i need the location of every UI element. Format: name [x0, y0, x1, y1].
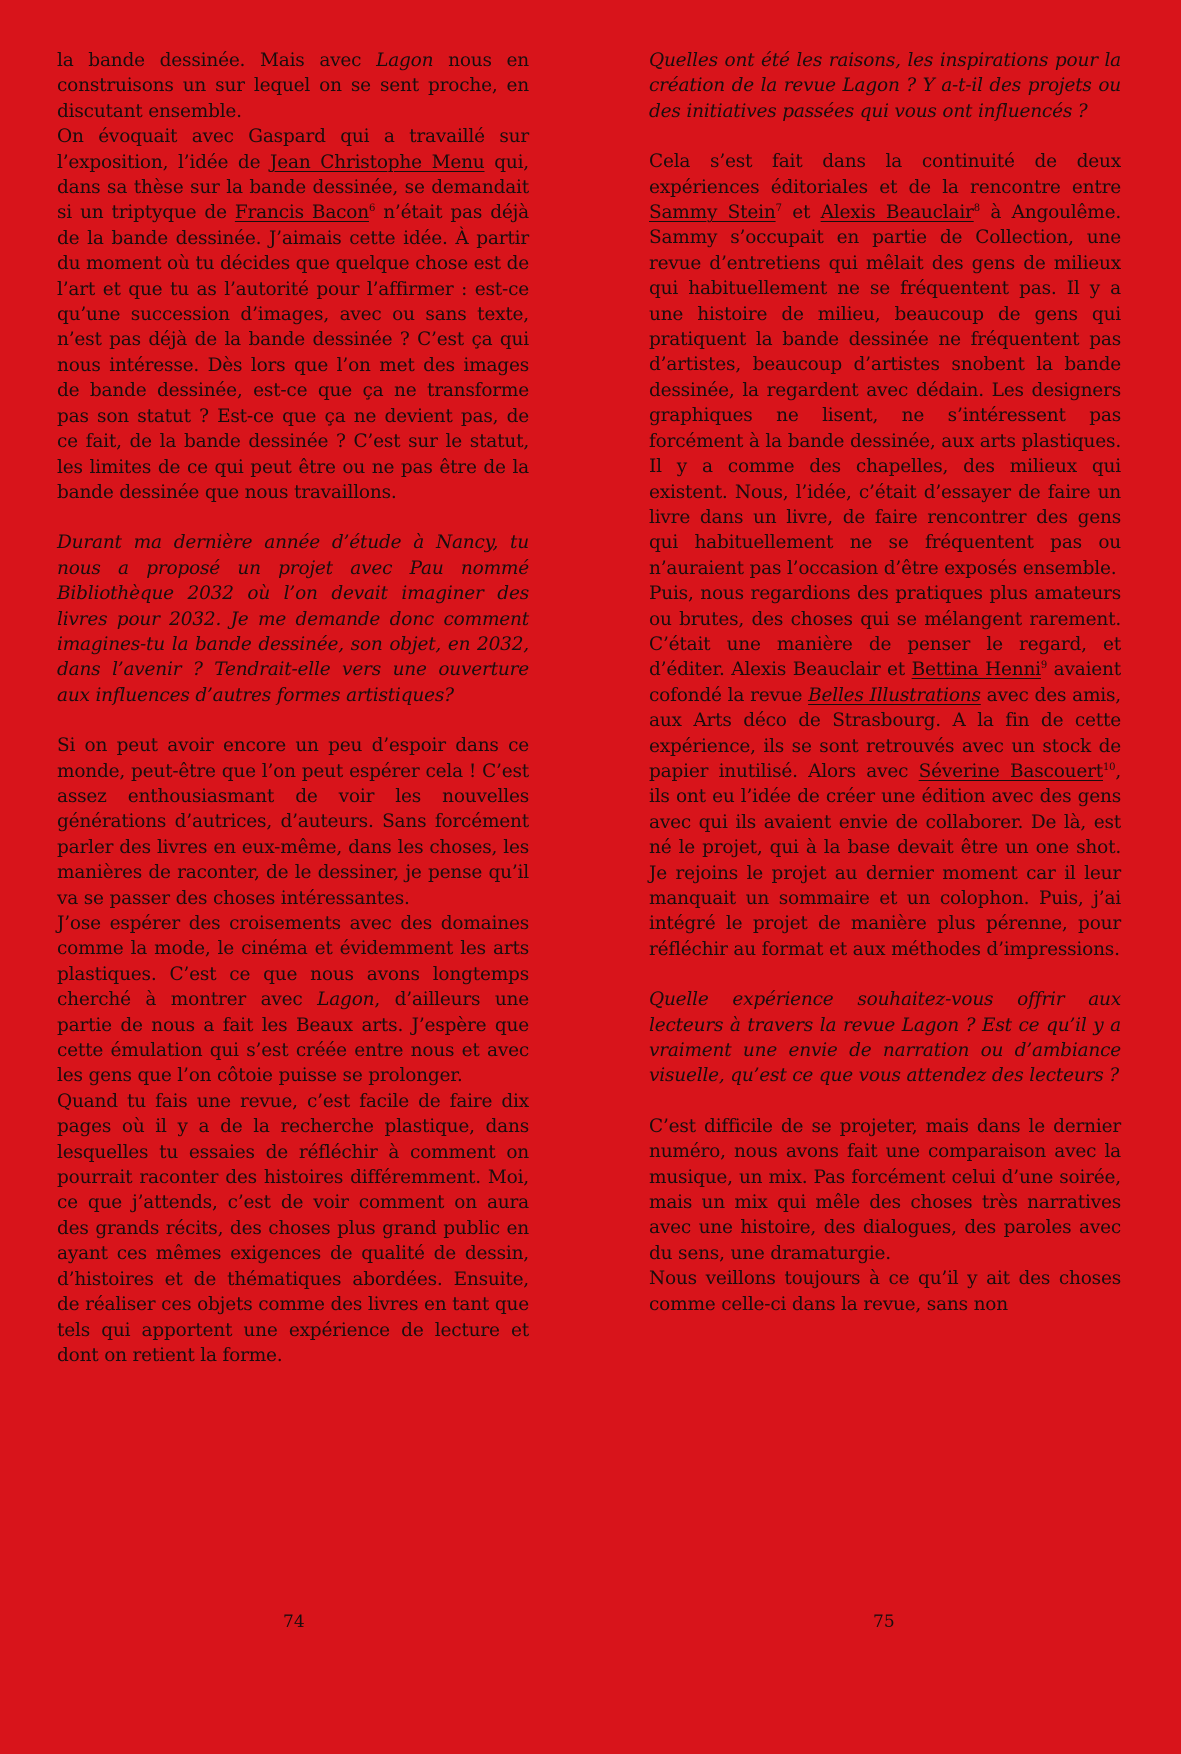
text-run: On évoquait avec Gaspard qui a travaillé sur l’exposition, l’idée de: [57, 126, 529, 173]
text-run: et: [781, 202, 821, 224]
magazine-title: Lagon: [317, 989, 375, 1011]
text-run: qui, dans sa thèse sur la bande dessinée, se demandait si un triptyque de: [57, 151, 529, 224]
paragraph: [57, 911, 529, 1089]
paragraph: [649, 581, 1121, 962]
magazine-title: Lagon: [376, 50, 434, 71]
right-page: [649, 48, 1121, 1317]
left-page: [57, 48, 529, 1368]
text-run: J’ose espérer des croisements avec des domaines comme la mode, le cinéma et évidemment les arts plastiques. C’est ce que nous avons longtemps cherché à montrer avec: [57, 913, 529, 1011]
footnote-marker: 10: [1102, 761, 1116, 773]
name-reference: Alexis Beauclair: [820, 202, 974, 224]
paragraph: C’est difficile de se projeter, mais dans le dernier numéro, nous avons fait une comparaison avec la musique, un mix. Pas forcément celui d’une soirée, mais un mix qui mêle des choses très narratives avec une histoire, des dialogues, des paroles avec du sens, une dramaturgie.: [649, 1115, 1121, 1264]
page-number: 74: [283, 1612, 305, 1632]
text-run: nous en construisons un sur lequel on se sent proche, en discutant ensemble.: [57, 50, 529, 122]
paragraph: [57, 124, 529, 505]
footnote-marker: 8: [973, 202, 980, 214]
name-reference: Francis Bacon: [234, 202, 369, 224]
footnote-marker: 7: [775, 202, 782, 214]
paragraph: Si on peut avoir encore un peu d’espoir dans ce monde, peut-être que l’on peut espérer cela ! C’est assez enthousiasmant de voir les nouvelles générations d’autrices, d’auteurs. Sans forcément parler des livres en eux-même, dans les choses, les manières de raconter, de le dessiner, je pense qu’il va se passer des choses intéressantes.: [57, 735, 529, 909]
name-reference: Sammy Stein: [649, 202, 776, 224]
text-run: , d’ailleurs une partie de nous a fait les Beaux arts. J’espère que cette émulation qui s’est créée entre nous et avec les gens que l’on côtoie puisse se prolonger.: [57, 989, 529, 1087]
name-reference: Séverine Bascouert: [918, 760, 1103, 782]
interview-question: Quelle expérience souhaitez-vous offrir aux lecteurs à travers la revue Lagon ? Est ce qu’il y a vraiment une envie de narration ou d’ambiance visuelle, qu’est ce que vous attendez des lecteurs ?: [649, 989, 1121, 1087]
footnote-marker: 6: [368, 203, 376, 215]
text-run: , ils ont eu l’idée de créer une édition avec des gens avec qui ils avaient envie de collaborer. De là, est né le projet, qui à la base devait être un one shot. Je rejoins le projet au dernier moment car il leur manquait un sommaire et un colophon. Puis, j’ai intégré le projet de manière plus pérenne, pour réfléchir au format et aux méthodes d’impressions.: [649, 760, 1121, 960]
page-number: 75: [873, 1612, 895, 1632]
name-reference: Bettina Henni: [911, 659, 1041, 681]
text-run: à Angoulême. Sammy s’occupait en partie de Collection, une revue d’entretiens qui mêlait des gens de milieux qui habituellement ne se fréquentent pas. Il y a une histoire de milieu, beaucoup de gens qui pratiquent la bande dessinée ne fréquentent pas d’artistes, beaucoup d’artistes snobent la bande dessinée, la regardent avec dédain. Les designers graphiques ne lisent, ne s’intéressent pas forcément à la bande dessinée, aux arts plastiques. Il y a comme des chapelles, des milieux qui existent. Nous, l’idée, c’était d’essayer de faire un livre dans un livre, de faire rencontrer des gens qui habituellement ne se fréquentent pas ou n’auraient pas l’occasion d’être exposés ensemble.: [649, 202, 1121, 579]
name-reference: Jean Christophe Menu: [270, 151, 485, 173]
paragraph: [649, 149, 1121, 581]
paragraph: Quand tu fais une revue, c’est facile de faire dix pages où il y a de la recherche plastique, dans lesquelles tu essaies de réfléchir à comment on pourrait raconter des histoires différemment. Moi, ce que j’attends, c’est de voir comment on aura des grands récits, des choses plus grand public en ayant ces mêmes exigences de qualité de dessin, d’histoires et de thématiques abordées. Ensuite, de réaliser ces objets comme des livres en tant que tels qui apportent une expérience de lecture et dont on retient la forme.: [57, 1090, 529, 1366]
text-run: la bande dessinée. Mais avec: [57, 50, 377, 71]
interview-question: Quelles ont été les raisons, les inspirations pour la création de la revue Lagon ? Y a-t-il des projets ou des initiatives passées qui vous ont influencés ?: [649, 50, 1121, 122]
text-run: Puis, nous regardions des pratiques plus amateurs ou brutes, des choses qui se mélangent rarement. C’était une manière de penser le regard, et d’éditer. Alexis Beauclair et: [649, 583, 1121, 681]
text-run: Cela s’est fait dans la continuité de deux expériences éditoriales et de la rencontre entre: [649, 151, 1121, 198]
text-run: avec des amis, aux Arts déco de Strasbourg. A la fin de cette expérience, ils se sont retrouvés avec un stock de papier inutilisé. Alors avec: [649, 684, 1121, 782]
paragraph: [57, 48, 529, 124]
text-run: n’était pas déjà de la bande dessinée. J’aimais cette idée. À partir du moment où tu décides que quelque chose est de l’art et que tu as l’autorité pour l’affirmer : est-ce qu’une succession d’images, avec ou sans texte, n’est pas déjà de la bande dessinée ? C’est ça qui nous intéresse. Dès lors que l’on met des images de bande dessinée, est-ce que ça ne transforme pas son statut ? Est-ce que ça ne devient pas, de ce fait, de la bande dessinée ? C’est sur le statut, les limites de ce qui peut être ou ne pas être de la bande dessinée que nous travaillons.: [57, 202, 529, 503]
paragraph: Nous veillons toujours à ce qu’il y ait des choses comme celle-ci dans la revue, sans non: [649, 1268, 1121, 1315]
footnote-marker: 9: [1040, 660, 1048, 672]
text-run: avaient cofondé la revue: [649, 659, 1121, 706]
magazine-title: Belles Illustrations: [808, 684, 981, 706]
interview-question: Durant ma dernière année d’étude à Nancy, tu nous a proposé un projet avec Pau nommé Bibliothèque 2032 où l’on devait imaginer des livres pour 2032. Je me demande donc comment imagines-tu la bande dessinée, son objet, en 2032, dans l’avenir ? Tendrait-elle vers une ouverture aux influences d’autres formes artistiques?: [57, 532, 529, 706]
